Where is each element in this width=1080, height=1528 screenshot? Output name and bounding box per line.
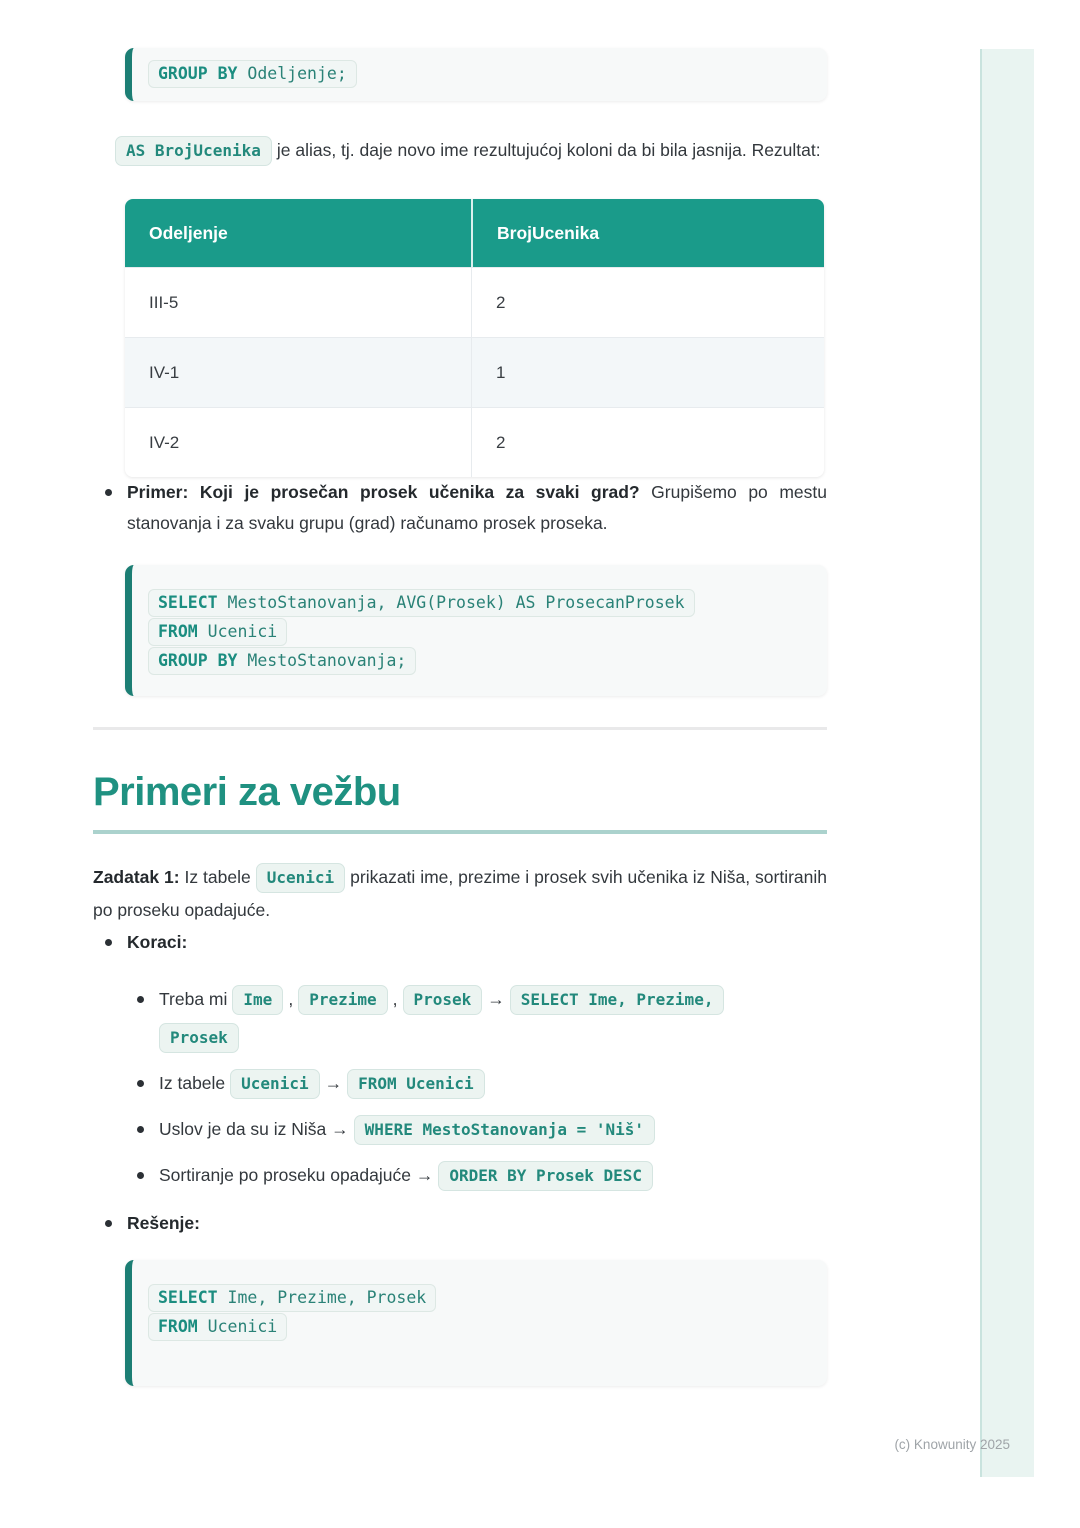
sql-code: MestoStanovanja; [237, 651, 407, 670]
table-cell: III-5 [125, 267, 471, 337]
sql-keyword: GROUP BY [158, 64, 238, 83]
table-cell: 2 [471, 407, 824, 477]
content-column [93, 0, 827, 1386]
code-line [148, 589, 695, 617]
primer-list [93, 477, 827, 539]
step-select [127, 980, 827, 1056]
primer-item [93, 477, 827, 539]
primer-paragraph [127, 477, 827, 539]
code-block-group-by [125, 48, 827, 101]
code-line [148, 1313, 287, 1341]
result-table [125, 199, 824, 477]
primer-question: Primer: Koji je prosečan prosek učenika za svaki grad? [127, 482, 640, 502]
section-divider [93, 727, 827, 730]
inline-code-as-brojucenika: AS BrojUcenika [115, 136, 272, 166]
inline-code-select-wrap: Prosek [159, 1023, 239, 1053]
section-title: Primeri za vežbu [93, 768, 827, 834]
code-line [148, 1284, 436, 1312]
arrow-icon: → [331, 1119, 349, 1139]
inline-code-ime: Ime [232, 985, 283, 1015]
alias-paragraph [115, 134, 827, 166]
table-header-brojucenika: BrojUcenika [471, 199, 824, 267]
table-header-row [125, 199, 824, 267]
arrow-icon: → [487, 989, 505, 1009]
zadatak-paragraph [93, 861, 827, 927]
inline-code-select: SELECT Ime, Prezime, [510, 985, 725, 1015]
inline-code-ucenici: Ucenici [256, 863, 345, 893]
step-text: Sortiranje po proseku opadajuće [159, 1165, 411, 1185]
table-row [125, 337, 824, 407]
step-order [127, 1156, 827, 1194]
koraci-label: Koraci: [127, 932, 188, 952]
table-cell: IV-1 [125, 337, 471, 407]
primer-explanation: Grupišemo po mestu stanovanja i za svaku grupu (grad) računamo prosek proseka. [127, 482, 827, 533]
separator: , [392, 989, 398, 1009]
sql-keyword: SELECT [158, 593, 218, 612]
sql-keyword: GROUP BY [158, 651, 238, 670]
table-cell: 1 [471, 337, 824, 407]
inline-code-prosek: Prosek [403, 985, 483, 1015]
sql-code: Odeljenje; [237, 64, 347, 83]
table-cell: IV-2 [125, 407, 471, 477]
code-line [148, 647, 416, 675]
step-text: Iz tabele [159, 1073, 226, 1093]
koraci-sublist [127, 980, 827, 1194]
zadatak-label: Zadatak 1: [93, 867, 180, 887]
inline-code-order-by: ORDER BY Prosek DESC [438, 1161, 653, 1191]
sql-code: Ucenici [197, 622, 278, 641]
sql-keyword: FROM [158, 1317, 198, 1336]
inline-code-where: WHERE MestoStanovanja = 'Niš' [354, 1115, 655, 1145]
code-block-solution [125, 1260, 827, 1386]
resenje-item [93, 1208, 827, 1239]
arrow-icon: → [415, 1165, 434, 1185]
sql-code: Ime, Prezime, Prosek [217, 1288, 427, 1307]
table-header-odeljenje: Odeljenje [125, 199, 471, 267]
zadatak-pre: Iz tabele [179, 867, 251, 887]
table-cell: 2 [471, 267, 824, 337]
code-line [148, 618, 287, 646]
koraci-list [93, 927, 827, 1239]
table-row [125, 267, 824, 337]
step-from [127, 1064, 827, 1102]
sql-keyword: FROM [158, 622, 198, 641]
footer-watermark: (c) Knowunity 2025 [894, 1437, 1010, 1452]
step-text: Uslov je da su iz Niša [159, 1119, 327, 1139]
separator: , [288, 989, 294, 1009]
step-where [127, 1110, 827, 1148]
right-accent-bar [980, 49, 1034, 1477]
sql-keyword: SELECT [158, 1288, 218, 1307]
arrow-icon: → [324, 1073, 343, 1093]
table-row [125, 407, 824, 477]
code-block-avg-query [125, 565, 827, 696]
koraci-item [93, 927, 827, 1194]
inline-code-ucenici: Ucenici [230, 1069, 319, 1099]
inline-code-prezime: Prezime [298, 985, 387, 1015]
inline-code-from: FROM Ucenici [347, 1069, 485, 1099]
alias-text: je alias, tj. daje novo ime rezultujućoj koloni da bi bila jasnija. Rezultat: [276, 140, 821, 160]
resenje-label: Rešenje: [127, 1213, 200, 1233]
sql-code: MestoStanovanja, AVG(Prosek) AS ProsecanProsek [217, 593, 685, 612]
zadatak-post: prikazati ime, prezime i prosek svih učenika iz Niša, sortiranih po proseku opadajuće. [93, 867, 828, 920]
code-line [148, 60, 357, 88]
step-text: Treba mi [159, 989, 228, 1009]
sql-code: Ucenici [197, 1317, 278, 1336]
